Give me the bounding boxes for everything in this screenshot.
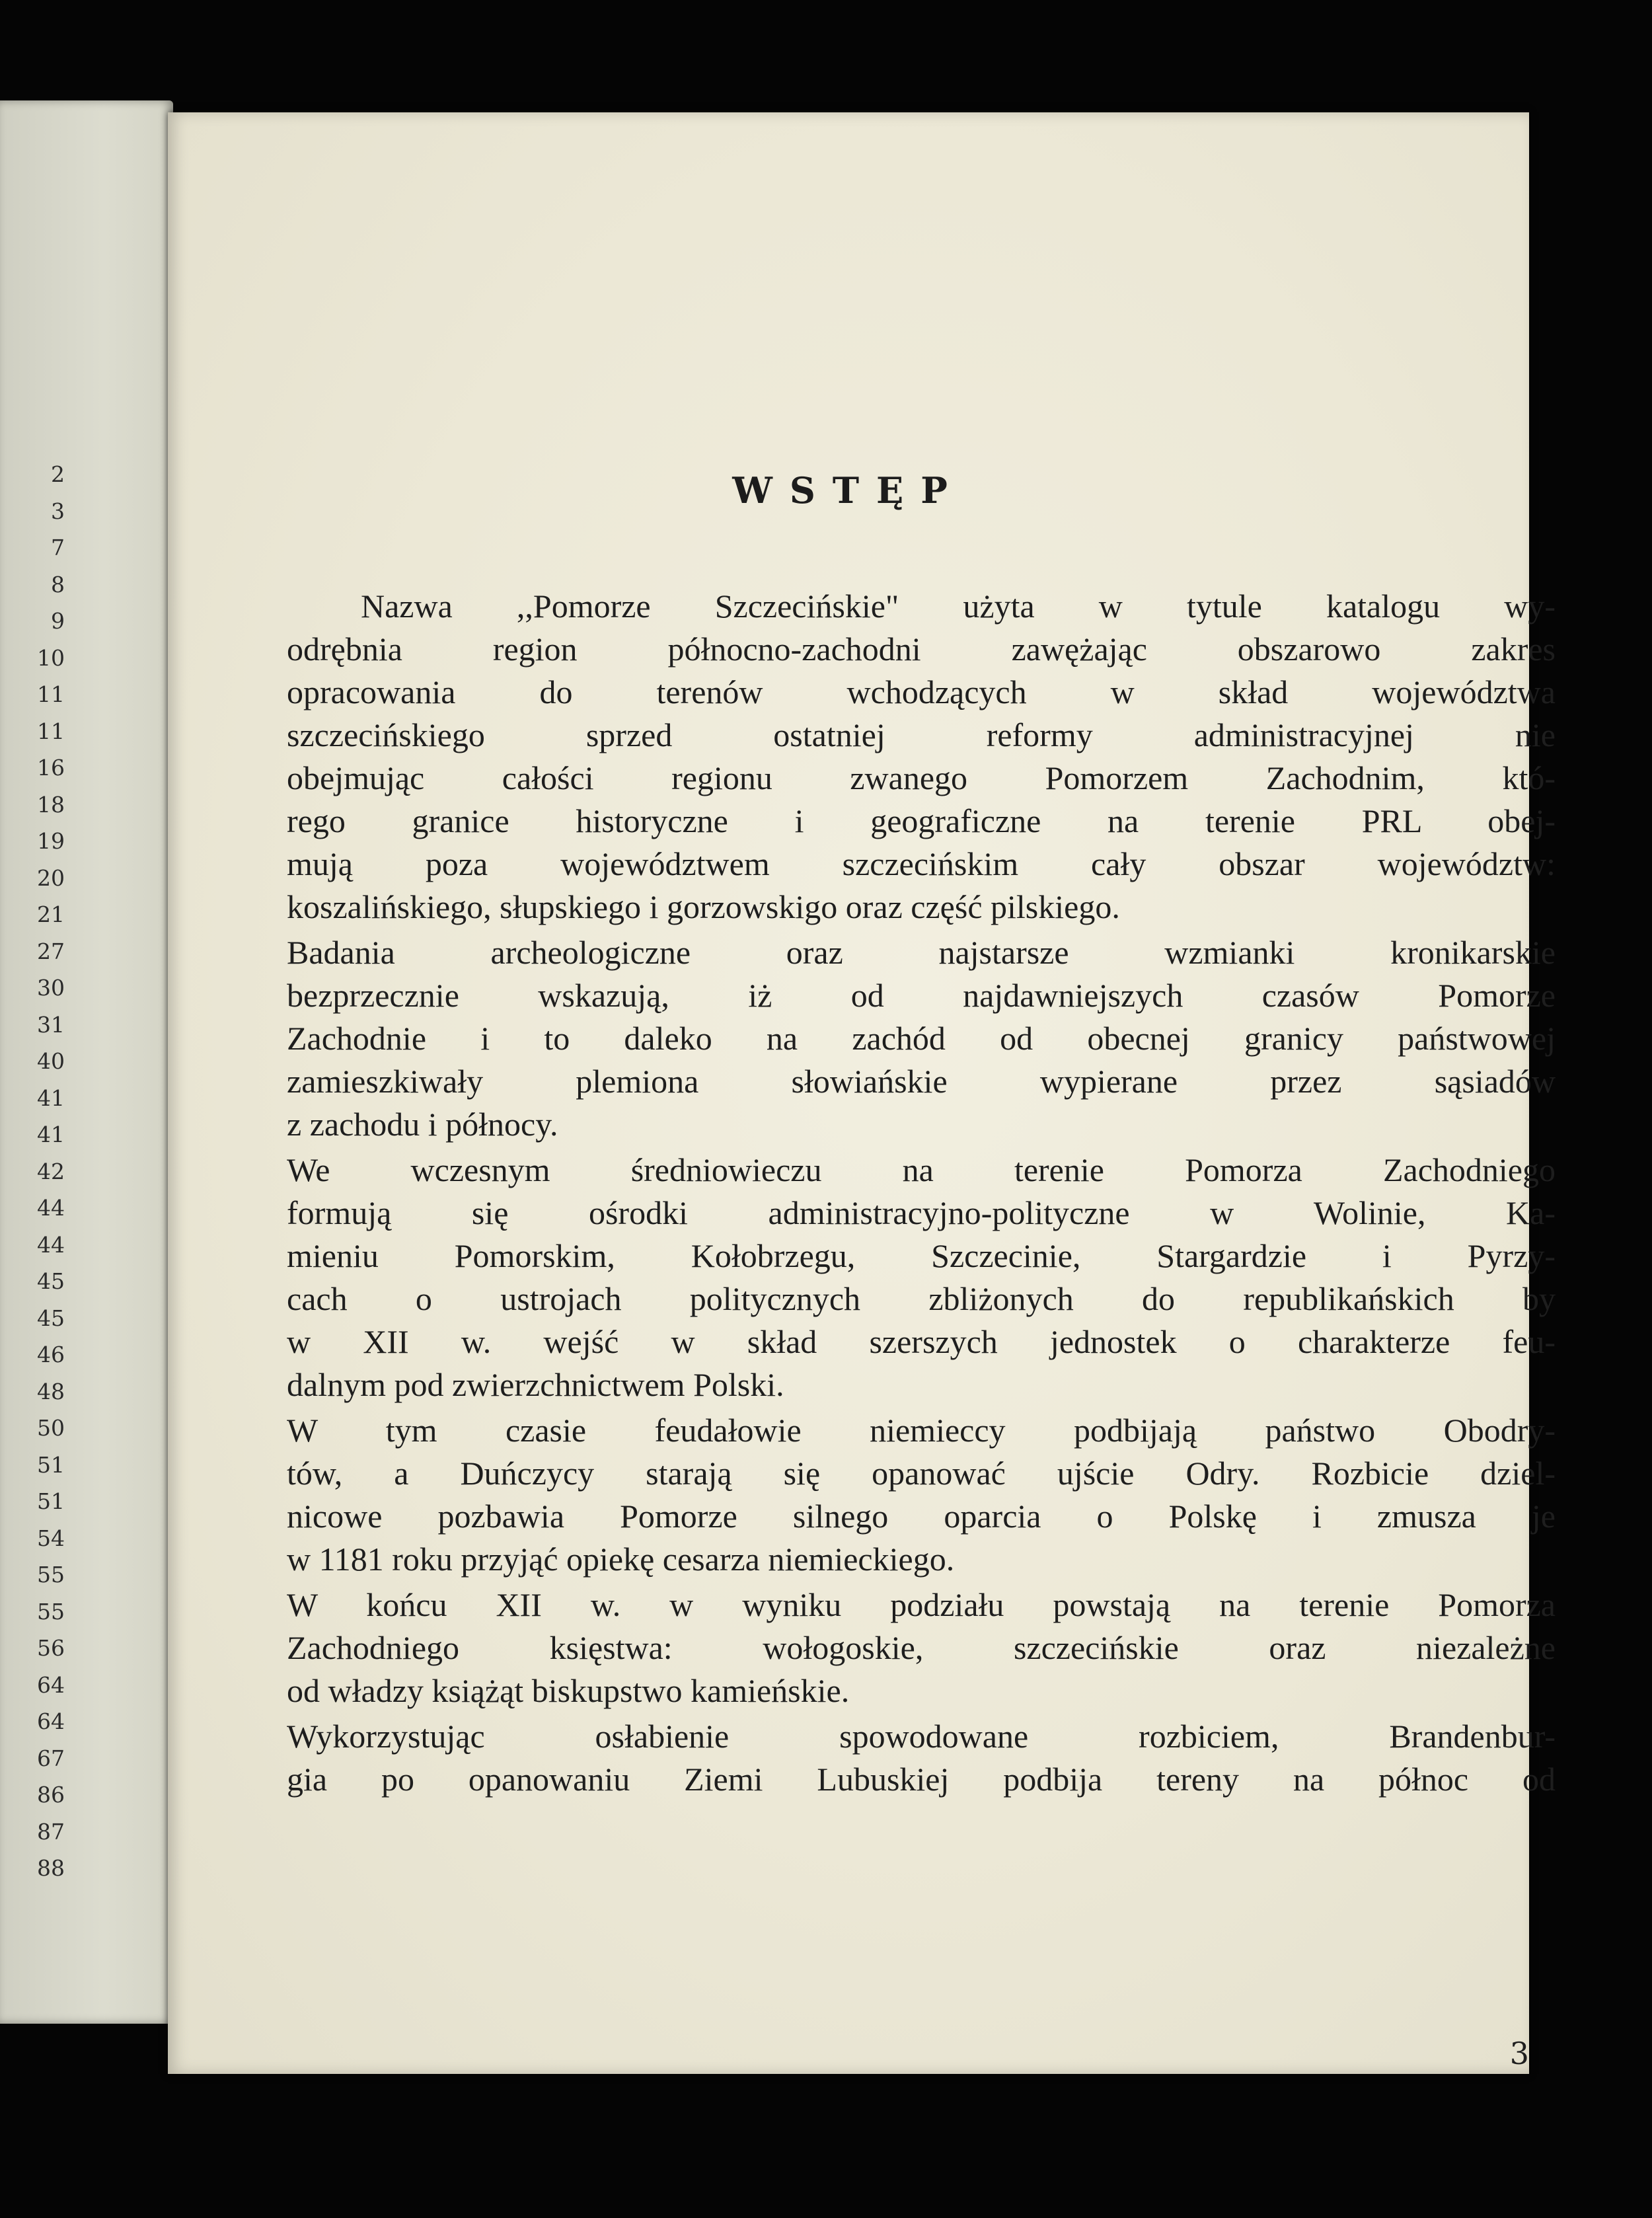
margin-number: 67 (37, 1745, 65, 1771)
margin-number: 88 (37, 1855, 65, 1881)
left-page (0, 100, 173, 2024)
margin-number: 55 (37, 1562, 65, 1587)
text-line: formują się ośrodki administracyjno-polityczne w Wolinie, Ka- (287, 1194, 1556, 1231)
text-line: w 1181 roku przyjąć opiekę cesarza niemieckiego. (287, 1541, 955, 1578)
margin-number: 55 (37, 1598, 65, 1625)
margin-number: 87 (37, 1818, 65, 1845)
text-line: opracowania do terenów wchodzących w skład województwa (287, 673, 1556, 710)
text-line: Wykorzystując osłabienie spowodowane rozbiciem, Brandenbur- (287, 1718, 1556, 1755)
paragraph (287, 931, 1556, 1146)
paragraph (287, 1584, 1556, 1712)
margin-number: 51 (37, 1451, 65, 1478)
margin-number: 20 (37, 864, 65, 891)
margin-number: 31 (37, 1011, 65, 1038)
margin-number: 11 (37, 681, 65, 707)
margin-number: 9 (51, 608, 65, 634)
margin-number: 41 (37, 1085, 65, 1111)
text-line: bezprzecznie wskazują, iż od najdawniejszych czasów Pomorze (287, 977, 1556, 1014)
margin-number: 2 (51, 461, 65, 487)
margin-number: 56 (37, 1635, 65, 1661)
margin-number: 3 (51, 498, 65, 524)
margin-number: 42 (37, 1158, 65, 1184)
margin-number: 45 (37, 1305, 65, 1331)
margin-number: 27 (37, 938, 65, 964)
text-line: zamieszkiwały plemiona słowiańskie wypierane przez sąsiadów (287, 1063, 1556, 1100)
body-text (287, 585, 1556, 1804)
text-line: koszalińskiego, słupskiego i gorzowskigo oraz część pilskiego. (287, 888, 1120, 925)
margin-number: 64 (37, 1708, 65, 1734)
paragraph (287, 1409, 1556, 1581)
text-line: nicowe pozbawia Pomorze silnego oparcia o Polskę i zmusza je (287, 1498, 1556, 1535)
chapter-heading: WSTĘP (732, 469, 965, 512)
text-line: mieniu Pomorskim, Kołobrzegu, Szczecinie, Stargardzie i Pyrzy- (287, 1237, 1556, 1274)
text-line: od władzy książąt biskupstwo kamieńskie. (287, 1672, 850, 1709)
margin-number: 51 (37, 1488, 65, 1514)
paragraph (287, 585, 1556, 929)
text-line: odrębnia region północno-zachodni zawężając obszarowo zakres (287, 631, 1556, 668)
margin-number: 11 (37, 718, 65, 744)
margin-number: 7 (51, 535, 65, 560)
paragraph (287, 1149, 1556, 1406)
text-line: z zachodu i północy. (287, 1106, 558, 1143)
margin-number: 21 (37, 901, 65, 927)
margin-number: 10 (37, 644, 65, 671)
text-line: mują poza województwem szczecińskim cały obszar województw: (287, 845, 1556, 882)
margin-number: 50 (37, 1415, 65, 1441)
text-line: Badania archeologiczne oraz najstarsze wzmianki kronikarskie (287, 934, 1556, 971)
margin-number: 86 (37, 1782, 65, 1808)
text-line: tów, a Duńczycy starają się opanować ujście Odry. Rozbicie dziel- (287, 1455, 1556, 1492)
margin-number: 44 (37, 1231, 65, 1258)
margin-number: 46 (37, 1342, 65, 1367)
page-number: 3 (1509, 2036, 1529, 2071)
text-line: cach o ustrojach politycznych zbliżonych do republikańskich by (287, 1280, 1556, 1317)
right-page (168, 112, 1556, 2074)
margin-number: 8 (51, 571, 65, 597)
margin-number: 18 (37, 791, 65, 818)
margin-number: 41 (37, 1122, 65, 1147)
text-line: gia po opanowaniu Ziemi Lubuskiej podbija tereny na północ od (287, 1761, 1556, 1798)
margin-number: 44 (37, 1195, 65, 1221)
paragraph (287, 1715, 1556, 1801)
margin-number: 48 (37, 1378, 65, 1404)
margin-number: 16 (37, 755, 65, 781)
text-line: obejmując całości regionu zwanego Pomorzem Zachodnim, któ- (287, 759, 1556, 796)
margin-page-numbers (19, 456, 65, 1887)
text-line: w XII w. wejść w skład szerszych jednostek o charakterze feu- (287, 1323, 1556, 1360)
margin-number: 64 (37, 1671, 65, 1698)
margin-number: 40 (37, 1048, 65, 1074)
text-line: We wczesnym średniowieczu na terenie Pomorza Zachodniego (287, 1151, 1556, 1188)
margin-number: 45 (37, 1268, 65, 1294)
margin-number: 30 (37, 975, 65, 1001)
text-line: Zachodnie i to daleko na zachód od obecnej granicy państwowej (287, 1020, 1556, 1057)
margin-number: 54 (37, 1525, 65, 1551)
text-line: W końcu XII w. w wyniku podziału powstają na terenie Pomorza (287, 1586, 1556, 1623)
text-line: Zachodniego księstwa: wołogoskie, szczecińskie oraz niezależne (287, 1629, 1556, 1666)
text-line: W tym czasie feudałowie niemieccy podbijają państwo Obodry- (287, 1412, 1556, 1449)
text-line: szczecińskiego sprzed ostatniej reformy administracyjnej nie (287, 716, 1556, 753)
margin-number: 19 (37, 828, 65, 854)
text-line: Nazwa ,,Pomorze Szczecińskie" użyta w tytule katalogu wy- (361, 588, 1556, 625)
text-line: rego granice historyczne i geograficzne na terenie PRL obej- (287, 802, 1556, 839)
text-line: dalnym pod zwierzchnictwem Polski. (287, 1366, 784, 1403)
